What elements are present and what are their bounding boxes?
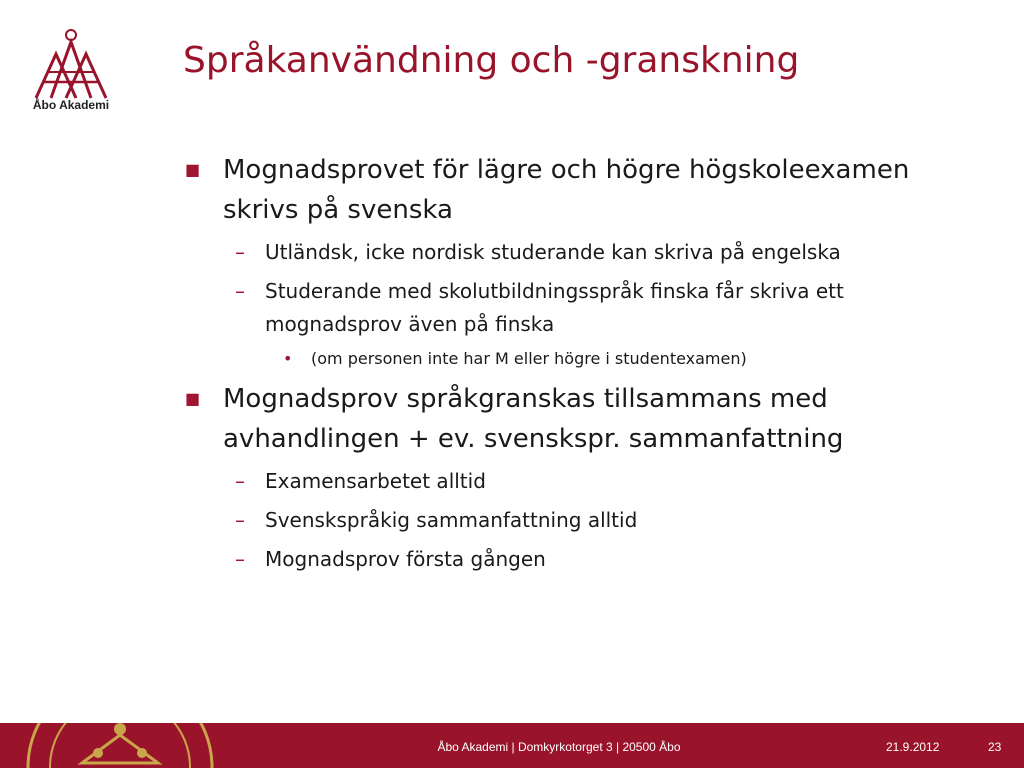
sub-sub-bullet-text: (om personen inte har M eller högre i studentexamen) [311, 349, 747, 368]
sub-bullet-text: Utländsk, icke nordisk studerande kan skriva på engelska [265, 240, 841, 264]
bullet-item [183, 379, 983, 459]
square-bullet-icon: ■ [185, 389, 201, 408]
bullet-item [183, 150, 983, 230]
dash-bullet-icon: – [235, 469, 245, 493]
logo-emblem-icon [26, 28, 116, 100]
page-number: 23 [988, 740, 1002, 754]
sub-bullet-item [183, 275, 983, 341]
bullet-text: Mognadsprovet för lägre och högre högskoleexamen skrivs på svenska [223, 155, 910, 225]
dash-bullet-icon: – [235, 279, 245, 303]
sub-bullet-item [183, 465, 983, 498]
sub-bullet-text: Examensarbetet alltid [265, 469, 486, 493]
dash-bullet-icon: – [235, 547, 245, 571]
dot-bullet-icon: • [283, 349, 293, 368]
logo-text: Åbo Akademi [32, 98, 110, 112]
sub-bullet-item [183, 504, 983, 537]
slide-title: Språkanvändning och -granskning [183, 40, 800, 81]
sub-bullet-text: Svenskspråkig sammanfattning alltid [265, 508, 638, 532]
footer-date: 21.9.2012 [886, 740, 940, 754]
square-bullet-icon: ■ [185, 160, 201, 179]
sub-bullet-item [183, 543, 983, 576]
sub-sub-bullet-item [183, 347, 983, 371]
sub-bullet-text: Studerande med skolutbildningsspråk finska får skriva ett mognadsprov även på finska [265, 279, 844, 336]
sub-bullet-text: Mognadsprov första gången [265, 547, 546, 571]
footer-address: Åbo Akademi | Domkyrkotorget 3 | 20500 Åbo [437, 740, 681, 754]
sub-bullet-item [183, 236, 983, 269]
bullet-list [183, 150, 983, 576]
dash-bullet-icon: – [235, 240, 245, 264]
bullet-text: Mognadsprov språkgranskas tillsammans med avhandlingen + ev. svenskspr. sammanfattning [223, 384, 844, 454]
footer-bar [0, 723, 1024, 768]
dash-bullet-icon: – [235, 508, 245, 532]
